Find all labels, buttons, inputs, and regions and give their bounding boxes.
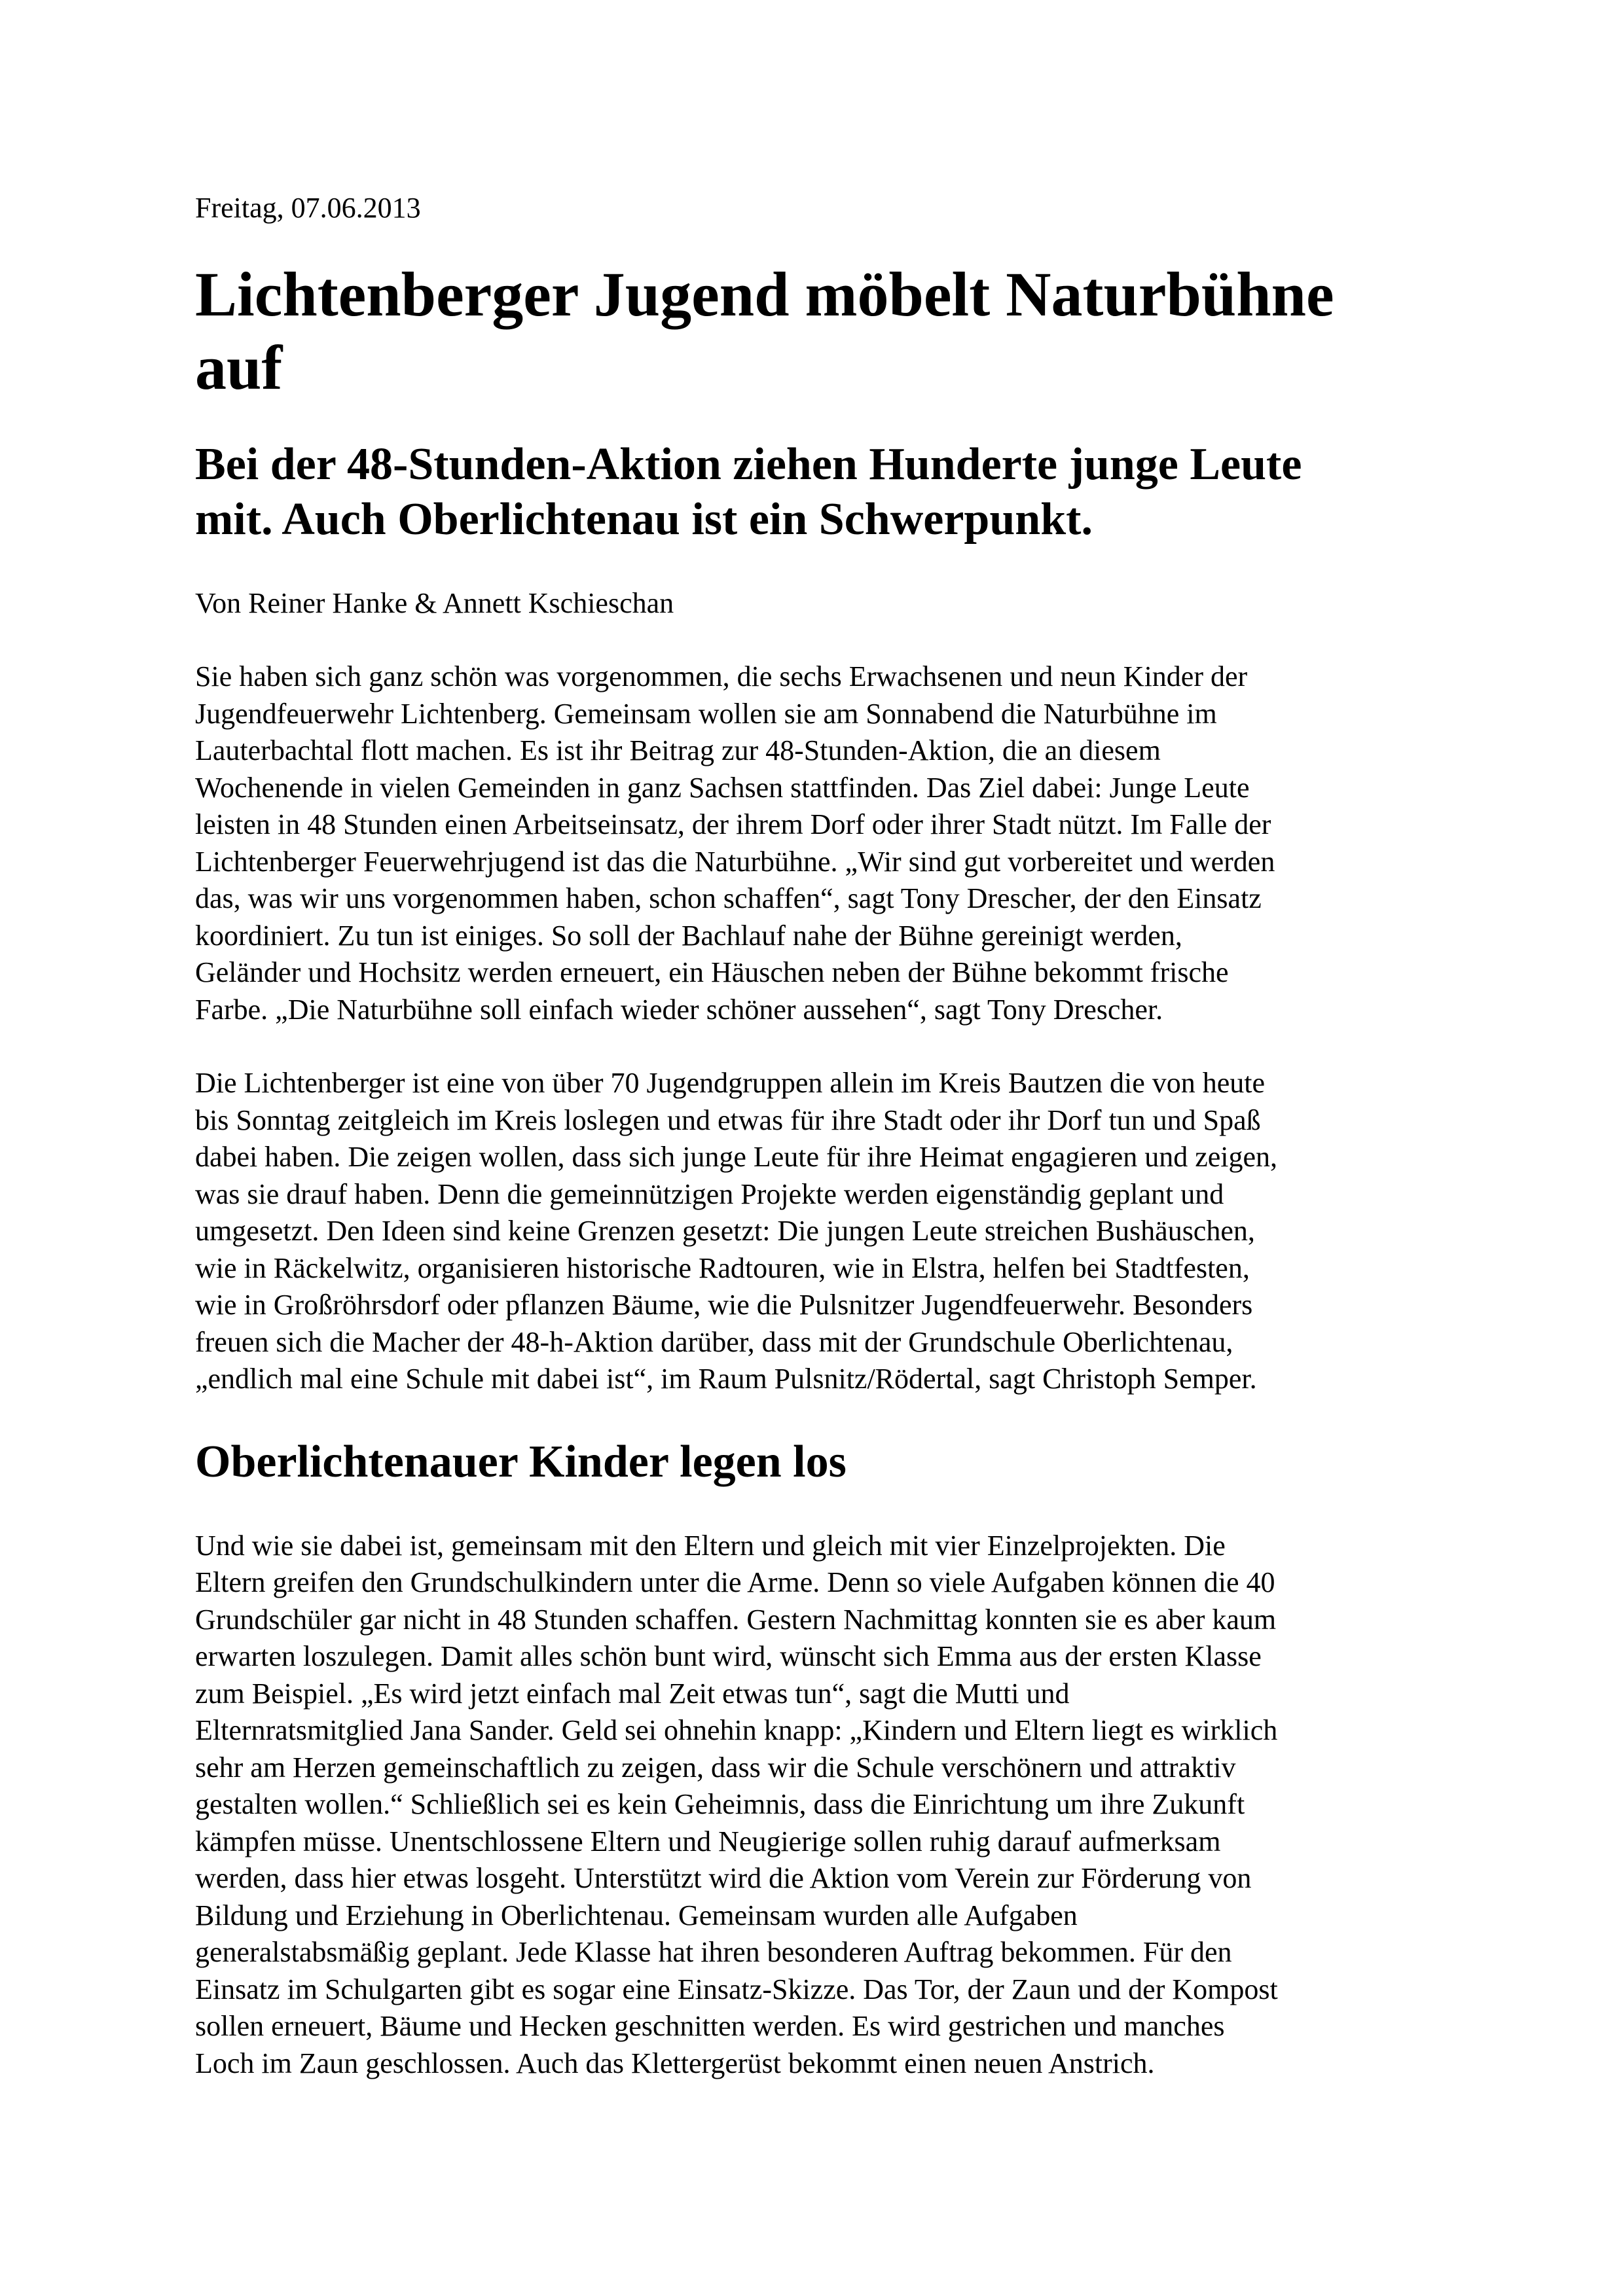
article-paragraph-2: Die Lichtenberger ist eine von über 70 Jugendgruppen allein im Kreis Bautzen die von heute bis Sonntag zeitgleich im Kreis loslegen und etwas für ihre Stadt oder ihr Dorf tun und Spaß dabei haben. Die zeigen wollen, dass sich junge Leute für ihre Heimat engagieren und zeigen, was sie drauf haben. Denn die gemeinnützigen Projekte werden eigenständig geplant und umgesetzt. Den Ideen sind keine Grenzen gesetzt: Die jungen Leute streichen Bushäuschen, wie in Räckelwitz, organisieren historische Radtouren, wie in Elstra, helfen bei Stadtfesten, wie in Großröhrsdorf oder pflanzen Bäume, wie die Pulsnitzer Jugendfeuerwehr. Besonders freuen sich die Macher der 48-h-Aktion darüber, dass mit der Grundschule Oberlichtenau, „endlich mal eine Schule mit dabei ist“, im Raum Pulsnitz/Rödertal, sagt Christoph Semper.	[195, 1067, 1278, 1395]
article-paragraph-1: Sie haben sich ganz schön was vorgenommen, die sechs Erwachsenen und neun Kinder der Jugendfeuerwehr Lichtenberg. Gemeinsam wollen sie am Sonnabend die Naturbühne im Lauterbachtal flott machen. Es ist ihr Beitrag zur 48-Stunden-Aktion, die an diesem Wochenende in vielen Gemeinden in ganz Sachsen stattfinden. Das Ziel dabei: Junge Leute leisten in 48 Stunden einen Arbeitseinsatz, der ihrem Dorf oder ihrer Stadt nützt. Im Falle der Lichtenberger Feuerwehrjugend ist das die Naturbühne. „Wir sind gut vorbereitet und werden das, was wir uns vorgenommen haben, schon schaffen“, sagt Tony Drescher, der den Einsatz koordiniert. Zu tun ist einiges. So soll der Bachlauf nahe der Bühne gereinigt werden, Geländer und Hochsitz werden erneuert, ein Häuschen neben der Bühne bekommt frische Farbe. „Die Naturbühne soll einfach wieder schöner aussehen“, sagt Tony Drescher.	[195, 660, 1275, 1026]
article-date: Freitag, 07.06.2013	[195, 192, 421, 224]
article-subheadline: Bei der 48-Stunden-Aktion ziehen Hunderte junge Leute mit. Auch Oberlichtenau ist ein Schwerpunkt.	[195, 439, 1302, 545]
article-byline: Von Reiner Hanke & Annett Kschieschan	[195, 587, 674, 619]
article-headline: Lichtenberger Jugend möbelt Naturbühne auf	[195, 259, 1334, 403]
section-heading: Oberlichtenauer Kinder legen los	[195, 1436, 847, 1487]
article-paragraph-3: Und wie sie dabei ist, gemeinsam mit den Eltern und gleich mit vier Einzelprojekten. Die Eltern greifen den Grundschulkindern unter die Arme. Denn so viele Aufgaben können die 40 Grundschüler gar nicht in 48 Stunden schaffen. Gestern Nachmittag konnten sie es aber kaum erwarten loszulegen. Damit alles schön bunt wird, wünscht sich Emma aus der ersten Klasse zum Beispiel. „Es wird jetzt einfach mal Zeit etwas tun“, sagt die Mutti und Elternratsmitglied Jana Sander. Geld sei ohnehin knapp: „Kindern und Eltern liegt es wirklich sehr am Herzen gemeinschaftlich zu zeigen, dass wir die Schule verschönern und attraktiv gestalten wollen.“ Schließlich sei es kein Geheimnis, dass die Einrichtung um ihre Zukunft kämpfen müsse. Unentschlossene Eltern und Neugierige sollen ruhig darauf aufmerksam werden, dass hier etwas losgeht. Unterstützt wird die Aktion vom Verein zur Förderung von Bildung und Erziehung in Oberlichtenau. Gemeinsam wurden alle Aufgaben generalstabsmäßig geplant. Jede Klasse hat ihren besonderen Auftrag bekommen. Für den Einsatz im Schulgarten gibt es sogar eine Einsatz-Skizze. Das Tor, der Zaun und der Kompost sollen erneuert, Bäume und Hecken geschnitten werden. Es wird gestrichen und manches Loch im Zaun geschlossen. Auch das Klettergerüst bekommt einen neuen Anstrich.	[195, 1529, 1278, 2079]
article-page	[195, 190, 1439, 2119]
